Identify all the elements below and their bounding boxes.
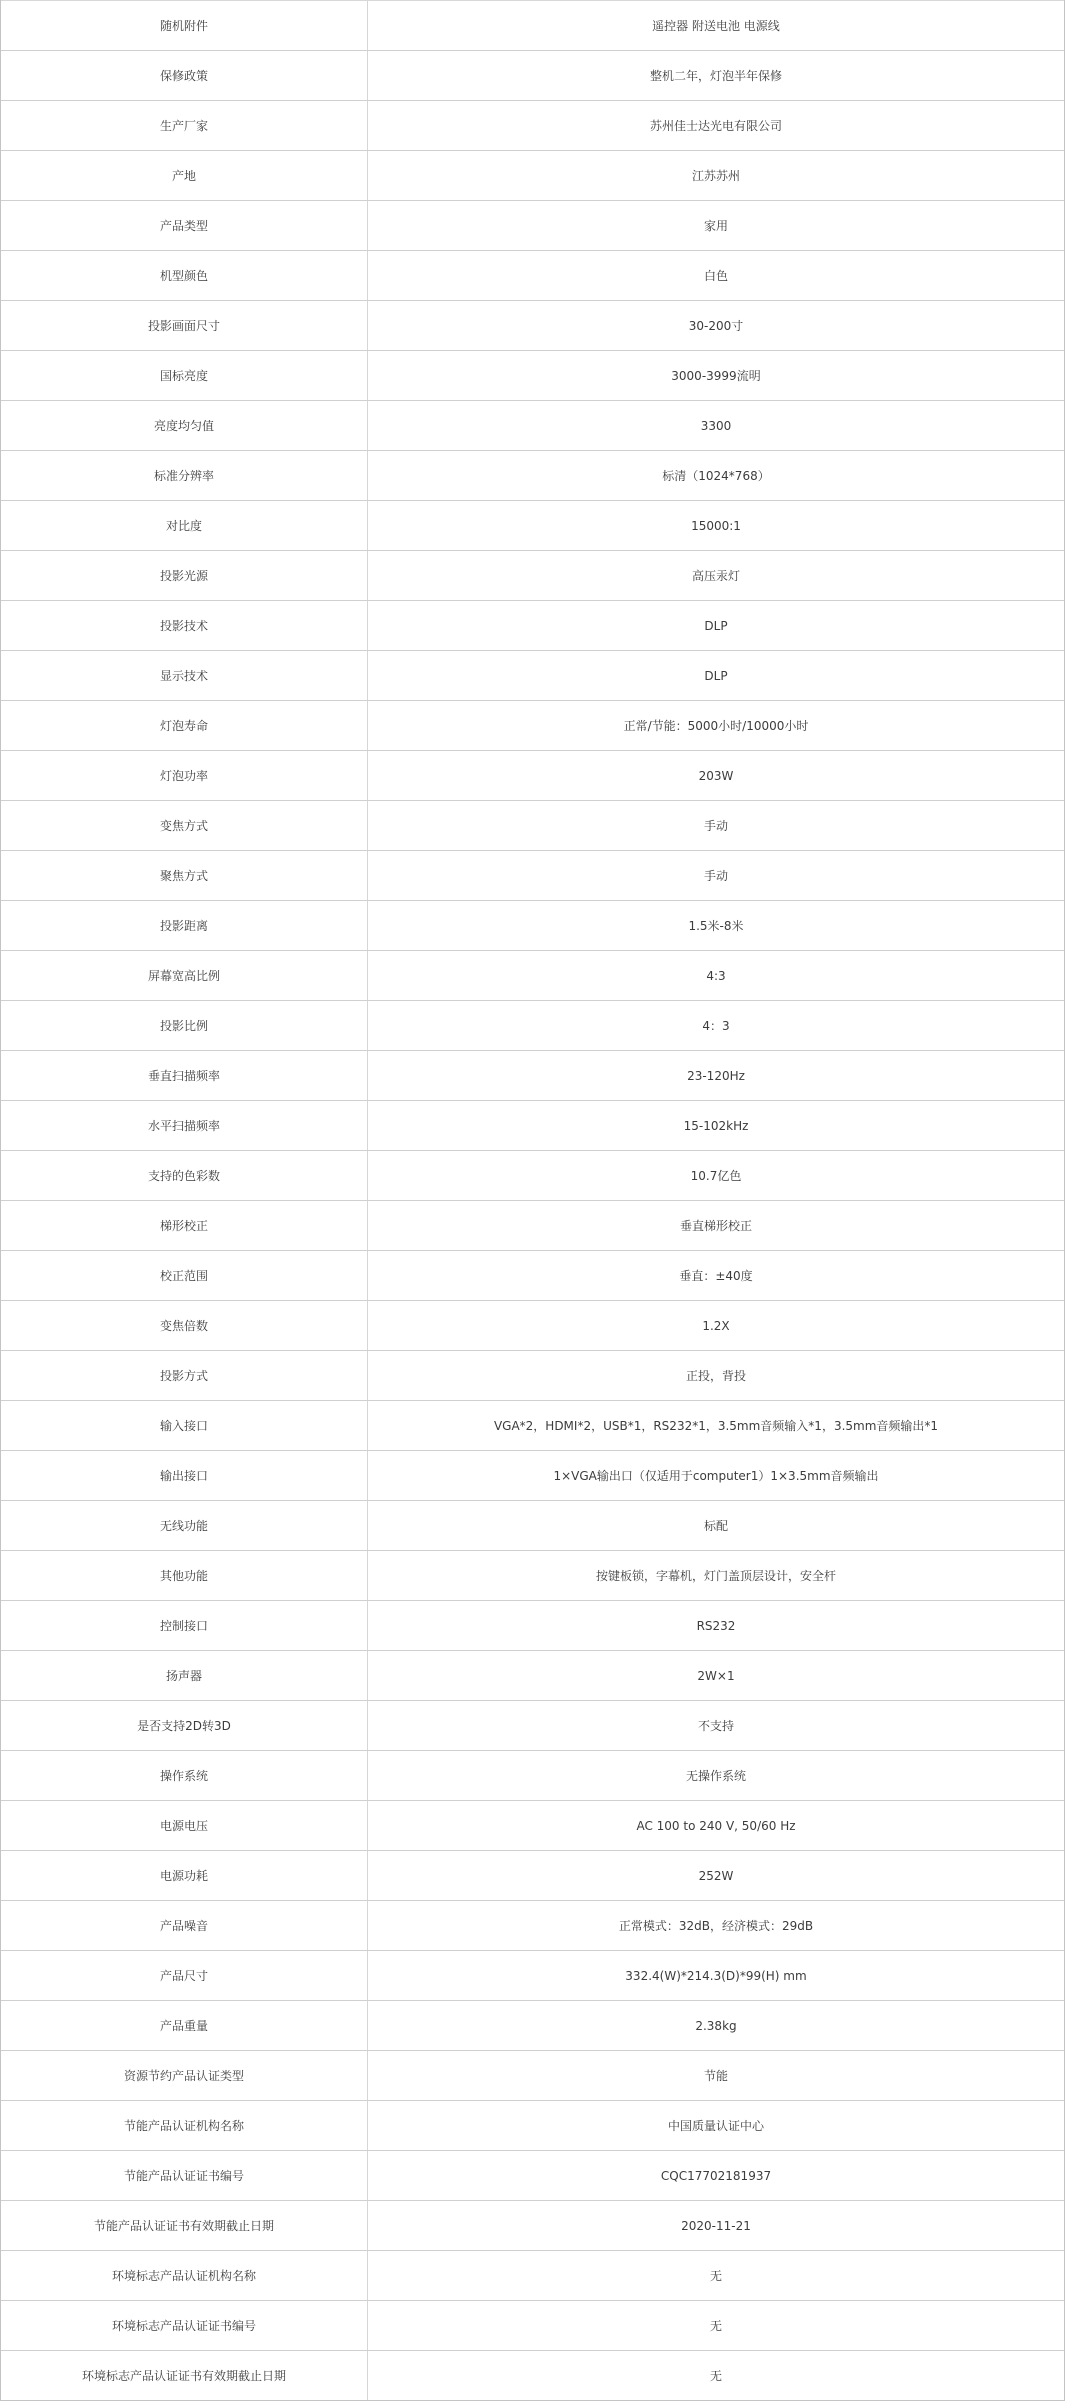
spec-value: 垂直梯形校正 (679, 1219, 752, 1233)
spec-row (1, 1000, 1064, 1050)
spec-key: 环境标志产品认证证书有效期截止日期 (1, 2351, 368, 2400)
spec-row (1, 0, 1064, 50)
spec-value: 手动 (703, 819, 728, 833)
spec-value: 4：3 (702, 1019, 730, 1033)
spec-value: 节能 (703, 2069, 728, 2083)
spec-value: DLP (704, 618, 728, 633)
spec-key: 输入接口 (1, 1401, 368, 1450)
spec-key: 扬声器 (1, 1651, 368, 1700)
spec-key: 显示技术 (1, 651, 368, 700)
spec-key: 亮度均匀值 (1, 401, 368, 450)
spec-value: 高压汞灯 (691, 569, 740, 583)
spec-key: 产地 (1, 151, 368, 200)
spec-key: 节能产品认证证书编号 (1, 2151, 368, 2200)
spec-value: 江苏苏州 (691, 169, 740, 183)
spec-key: 标准分辨率 (1, 451, 368, 500)
spec-value: 1×VGA输出口（仅适用于computer1）1×3.5mm音频输出 (553, 1469, 879, 1483)
spec-key: 屏幕宽高比例 (1, 951, 368, 1000)
spec-row (1, 1200, 1064, 1250)
spec-row (1, 1800, 1064, 1850)
spec-value: 垂直：±40度 (679, 1269, 753, 1283)
spec-row (1, 550, 1064, 600)
spec-key: 支持的色彩数 (1, 1151, 368, 1200)
spec-value: 中国质量认证中心 (667, 2119, 764, 2133)
spec-value: 无操作系统 (685, 1769, 746, 1783)
spec-key: 国标亮度 (1, 351, 368, 400)
spec-row (1, 600, 1064, 650)
spec-row (1, 900, 1064, 950)
spec-row (1, 2250, 1064, 2300)
spec-key: 输出接口 (1, 1451, 368, 1500)
spec-row (1, 1500, 1064, 1550)
spec-row (1, 300, 1064, 350)
spec-key: 其他功能 (1, 1551, 368, 1600)
spec-value: 白色 (703, 269, 728, 283)
spec-row (1, 2300, 1064, 2350)
spec-value: VGA*2，HDMI*2，USB*1，RS232*1，3.5mm音频输入*1，3.5mm音频输出*1 (493, 1419, 939, 1433)
spec-value: 23-120Hz (687, 1068, 745, 1083)
spec-key: 保修政策 (1, 51, 368, 100)
spec-row (1, 950, 1064, 1000)
spec-key: 变焦倍数 (1, 1301, 368, 1350)
spec-key: 资源节约产品认证类型 (1, 2051, 368, 2100)
spec-value: 1.2X (702, 1318, 730, 1333)
spec-value: 手动 (703, 869, 728, 883)
spec-row (1, 350, 1064, 400)
spec-key: 电源电压 (1, 1801, 368, 1850)
spec-value: 2020-11-21 (681, 2218, 751, 2233)
spec-row (1, 100, 1064, 150)
spec-value: 203W (698, 768, 734, 783)
spec-key: 变焦方式 (1, 801, 368, 850)
spec-row (1, 400, 1064, 450)
spec-key: 产品尺寸 (1, 1951, 368, 2000)
spec-row (1, 1250, 1064, 1300)
spec-row (1, 1850, 1064, 1900)
spec-key: 垂直扫描频率 (1, 1051, 368, 1100)
spec-key: 是否支持2D转3D (1, 1701, 368, 1750)
spec-key: 生产厂家 (1, 101, 368, 150)
spec-row (1, 250, 1064, 300)
spec-value: 按键板锁，字幕机，灯门盖顶层设计，安全杆 (595, 1569, 836, 1583)
spec-value: 正投，背投 (685, 1369, 746, 1383)
spec-key: 无线功能 (1, 1501, 368, 1550)
spec-row (1, 1600, 1064, 1650)
spec-value: AC 100 to 240 V, 50/60 Hz (636, 1818, 796, 1833)
spec-key: 投影技术 (1, 601, 368, 650)
spec-row (1, 1750, 1064, 1800)
spec-value: 家用 (703, 219, 728, 233)
spec-row (1, 200, 1064, 250)
spec-value: 标配 (703, 1519, 728, 1533)
spec-key: 对比度 (1, 501, 368, 550)
spec-value: DLP (704, 668, 728, 683)
spec-row (1, 1900, 1064, 1950)
spec-row (1, 650, 1064, 700)
spec-key: 投影比例 (1, 1001, 368, 1050)
spec-value: 不支持 (697, 1719, 734, 1733)
spec-row (1, 2050, 1064, 2100)
spec-value: 标清（1024*768） (662, 469, 770, 483)
spec-row (1, 2350, 1064, 2400)
spec-key: 随机附件 (1, 1, 368, 50)
spec-value: 3000-3999流明 (671, 369, 761, 383)
spec-row (1, 1400, 1064, 1450)
spec-key: 灯泡寿命 (1, 701, 368, 750)
spec-row (1, 850, 1064, 900)
spec-row (1, 2200, 1064, 2250)
spec-row (1, 1150, 1064, 1200)
spec-key: 环境标志产品认证机构名称 (1, 2251, 368, 2300)
spec-value: 1.5米-8米 (688, 919, 744, 933)
spec-key: 投影距离 (1, 901, 368, 950)
spec-value: RS232 (696, 1618, 736, 1633)
spec-key: 投影方式 (1, 1351, 368, 1400)
spec-key: 节能产品认证证书有效期截止日期 (1, 2201, 368, 2250)
spec-value: 15-102kHz (683, 1118, 749, 1133)
spec-value: 苏州佳士达光电有限公司 (649, 119, 782, 133)
spec-row (1, 450, 1064, 500)
spec-row (1, 700, 1064, 750)
spec-key: 梯形校正 (1, 1201, 368, 1250)
spec-key: 产品重量 (1, 2001, 368, 2050)
spec-key: 水平扫描频率 (1, 1101, 368, 1150)
spec-key: 控制接口 (1, 1601, 368, 1650)
spec-value: 无 (709, 2319, 722, 2333)
spec-key: 产品类型 (1, 201, 368, 250)
spec-row (1, 500, 1064, 550)
spec-row (1, 800, 1064, 850)
spec-value: 15000:1 (691, 518, 741, 533)
spec-value: 3300 (700, 418, 732, 433)
spec-row (1, 150, 1064, 200)
spec-key: 机型颜色 (1, 251, 368, 300)
spec-key: 聚焦方式 (1, 851, 368, 900)
spec-key: 产品噪音 (1, 1901, 368, 1950)
spec-row (1, 1450, 1064, 1500)
spec-row (1, 1700, 1064, 1750)
spec-row (1, 1950, 1064, 2000)
spec-row (1, 1050, 1064, 1100)
spec-key: 校正范围 (1, 1251, 368, 1300)
spec-row (1, 50, 1064, 100)
spec-value: 无 (709, 2269, 722, 2283)
spec-value: 正常/节能：5000小时/10000小时 (623, 719, 809, 733)
spec-value: 4:3 (706, 968, 726, 983)
spec-value: 整机二年，灯泡半年保修 (649, 69, 782, 83)
spec-value: 252W (698, 1868, 734, 1883)
spec-row (1, 1100, 1064, 1150)
spec-key: 电源功耗 (1, 1851, 368, 1900)
spec-row (1, 1350, 1064, 1400)
spec-key: 操作系统 (1, 1751, 368, 1800)
spec-key: 投影画面尺寸 (1, 301, 368, 350)
spec-value: 2.38kg (695, 2018, 737, 2033)
spec-value: 正常模式：32dB，经济模式：29dB (618, 1919, 814, 1933)
spec-value: 30-200寸 (688, 319, 744, 333)
spec-row (1, 1300, 1064, 1350)
spec-value: CQC17702181937 (660, 2168, 772, 2183)
spec-key: 灯泡功率 (1, 751, 368, 800)
spec-row (1, 1550, 1064, 1600)
spec-row (1, 2000, 1064, 2050)
spec-row (1, 750, 1064, 800)
spec-value: 10.7亿色 (690, 1169, 742, 1183)
spec-value: 无 (709, 2369, 722, 2383)
spec-key: 投影光源 (1, 551, 368, 600)
spec-value: 332.4(W)*214.3(D)*99(H) mm (625, 1968, 807, 1983)
spec-value: 遥控器 附送电池 电源线 (652, 19, 780, 33)
spec-row (1, 1650, 1064, 1700)
spec-key: 环境标志产品认证证书编号 (1, 2301, 368, 2350)
spec-key: 节能产品认证机构名称 (1, 2101, 368, 2150)
spec-row (1, 2100, 1064, 2150)
spec-row (1, 2150, 1064, 2200)
spec-value: 2W×1 (697, 1668, 735, 1683)
